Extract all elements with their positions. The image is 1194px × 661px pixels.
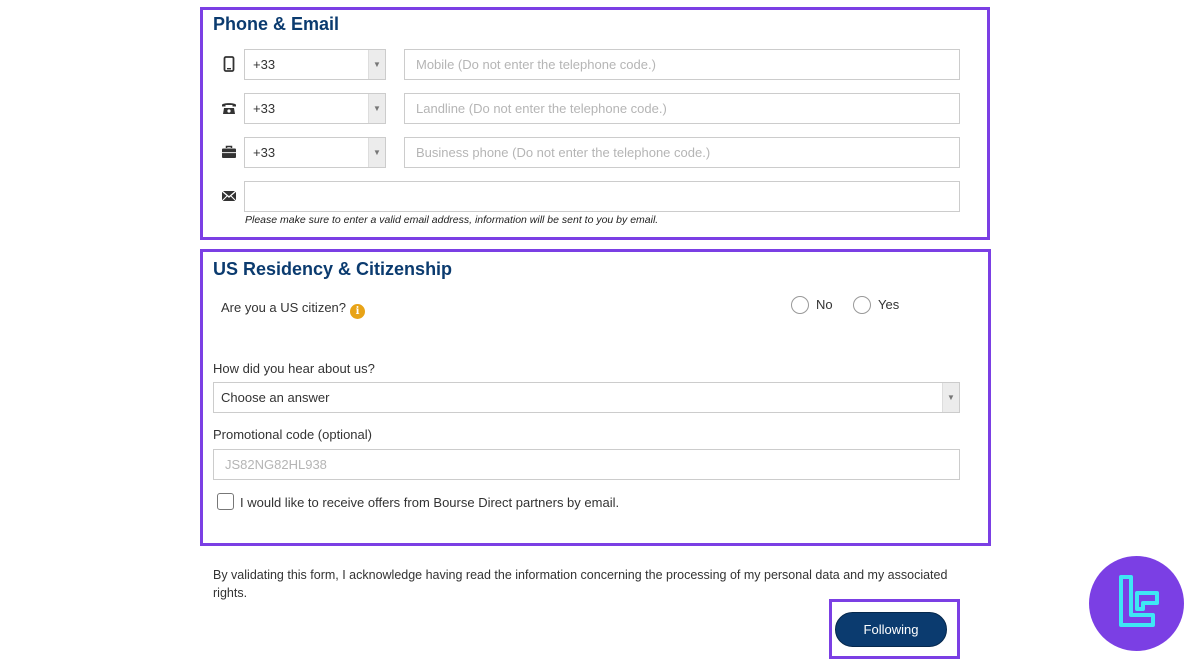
- offers-checkbox-label: I would like to receive offers from Bourse Direct partners by email.: [240, 495, 620, 510]
- hear-about-select[interactable]: [213, 382, 960, 413]
- mobile-input[interactable]: [404, 49, 960, 80]
- info-icon[interactable]: i: [350, 304, 365, 319]
- mobile-phone-icon: [220, 55, 238, 73]
- landline-code-select[interactable]: [244, 93, 386, 124]
- business-code-select[interactable]: [244, 137, 386, 168]
- promo-code-label: Promotional code (optional): [213, 427, 372, 442]
- hear-about-selected: Choose an answer: [221, 390, 330, 405]
- landline-code-value: +33: [253, 101, 276, 116]
- landline-input[interactable]: [404, 93, 960, 124]
- caret-down-icon: ▼: [942, 383, 959, 412]
- us-citizen-question: [221, 300, 365, 319]
- telephone-icon: [220, 99, 238, 117]
- envelope-icon: [220, 187, 238, 205]
- phone-email-title: Phone & Email: [213, 14, 340, 34]
- email-input[interactable]: [244, 181, 960, 212]
- logo-icon: [1089, 556, 1184, 651]
- radio-yes[interactable]: [853, 296, 871, 314]
- mobile-code-select[interactable]: [244, 49, 386, 80]
- radio-yes-label: Yes: [878, 297, 900, 312]
- us-citizen-question-text: Are you a US citizen?: [221, 300, 347, 315]
- business-code-value: +33: [253, 145, 276, 160]
- caret-down-icon: ▼: [368, 50, 385, 79]
- caret-down-icon: ▼: [368, 138, 385, 167]
- email-note: Please make sure to enter a valid email address, information will be sent to you by email.: [245, 214, 659, 226]
- promo-code-input[interactable]: [213, 449, 960, 480]
- radio-no-label: No: [816, 297, 833, 312]
- business-phone-input[interactable]: [404, 137, 960, 168]
- us-residency-title: US Residency & Citizenship: [213, 259, 453, 279]
- offers-checkbox[interactable]: [217, 493, 234, 510]
- hear-about-label: How did you hear about us?: [213, 361, 375, 376]
- caret-down-icon: ▼: [368, 94, 385, 123]
- following-button[interactable]: Following: [835, 612, 947, 647]
- privacy-disclaimer: By validating this form, I acknowledge having read the information concerning the processing of my personal data and my associated rights.: [213, 568, 948, 600]
- radio-no[interactable]: [791, 296, 809, 314]
- briefcase-icon: [220, 143, 238, 161]
- mobile-code-value: +33: [253, 57, 276, 72]
